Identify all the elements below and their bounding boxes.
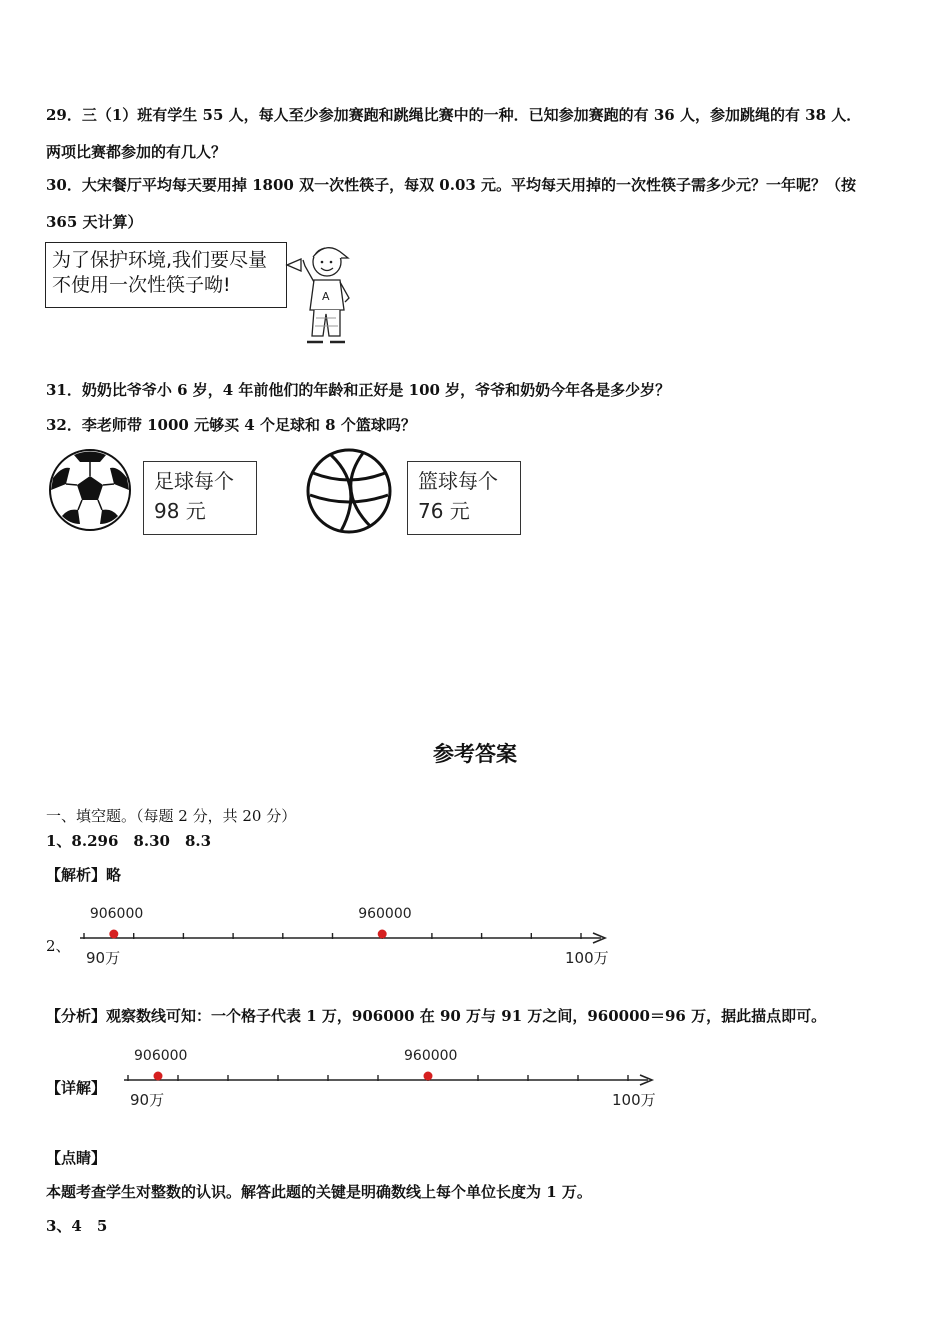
answer-2-point-text: 本题考查学生对整数的认识。解答此题的关键是明确数线上每个单位长度为 1 万。 [46,1183,592,1201]
number-line-1 [76,898,616,972]
point-906000-dot [154,1072,163,1081]
football-price-box [143,461,257,535]
football-label: 足球每个 [154,469,234,493]
answer-3: 3、4 5 [46,1217,108,1235]
question-30-line2: 365 天计算） [46,213,143,231]
point-906000-dot [109,930,118,939]
bubble-line1: 为了保护环境,我们要尽量 [52,249,268,271]
number-line-2 [120,1040,660,1114]
basketball-price-box [407,461,521,535]
question-32: 32．李老师带 1000 元够买 4 个足球和 8 个篮球吗？ [46,416,416,434]
basketball-label: 篮球每个 [418,469,498,493]
answer-1-analysis: 【解析】略 [46,866,122,884]
start-label: 90万 [130,1091,165,1109]
football-price: 98 元 [154,499,206,523]
question-30-line1: 30．大宋餐厅平均每天要用掉 1800 双一次性筷子，每双 0.03 元。平均每天用掉的一次性筷子需多少元？一年呢？（按 [46,176,857,194]
point-906000-label: 906000 [134,1048,188,1064]
basketball-price: 76 元 [418,499,470,523]
answer-2-analysis: 【分析】观察数线可知：一个格子代表 1 万，906000 在 90 万与 91 万之间，960000＝96 万，据此描点即可。 [46,1007,827,1025]
point-960000-dot [378,930,387,939]
svg-text:A: A [322,290,330,303]
answer-1: 1、8.296 8.30 8.3 [46,832,212,850]
start-label: 90万 [86,949,121,967]
football-icon [48,448,132,532]
bubble-line2: 不使用一次性筷子呦! [52,274,231,296]
section-1-heading: 一、填空题。（每题 2 分，共 20 分） [46,807,297,825]
answer-2-detail-label: 【详解】 [46,1079,107,1097]
speech-bubble [45,242,287,308]
question-31: 31．奶奶比爷爷小 6 岁，4 年前他们的年龄和正好是 100 岁，爷爷和奶奶今年各是多少岁？ [46,381,671,399]
end-label: 100万 [565,949,609,967]
end-label: 100万 [612,1091,656,1109]
point-906000-label: 906000 [89,906,144,922]
point-960000-label: 960000 [404,1048,458,1064]
point-960000-dot [424,1072,433,1081]
question-29-line1: 29．三（1）班有学生 55 人，每人至少参加赛跑和跳绳比赛中的一种．已知参加赛跑的有 36 人，参加跳绳的有 38 人． [46,106,862,124]
boy-illustration [283,238,363,346]
basketball-icon [305,447,393,535]
answer-2-prefix: 2、 [46,937,71,955]
point-960000-label: 960000 [358,906,412,922]
answer-2-point-label: 【点睛】 [46,1149,107,1167]
answers-title: 参考答案 [433,742,517,766]
question-29-line2: 两项比赛都参加的有几人？ [46,143,227,161]
